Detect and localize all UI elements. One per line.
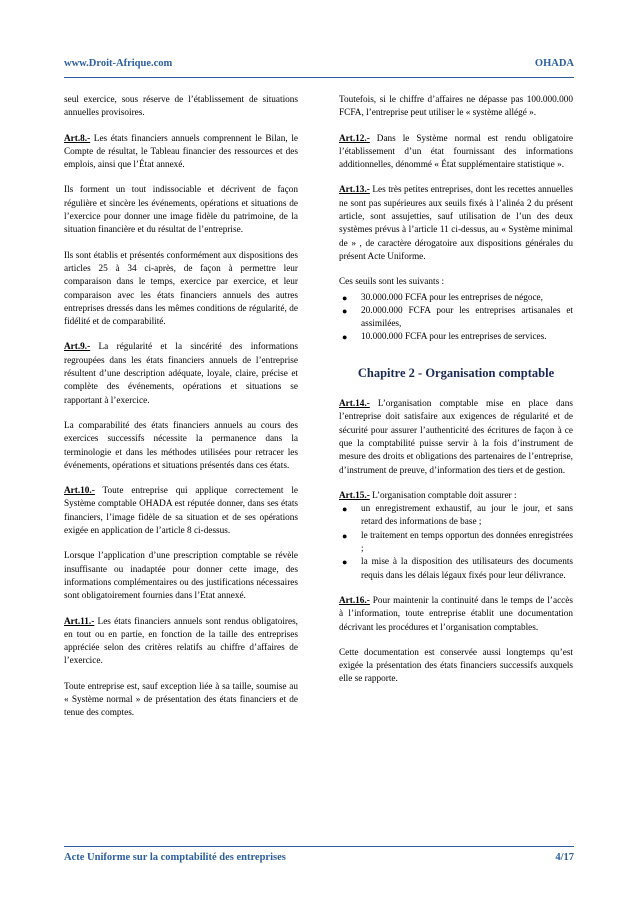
bullet-icon: ●: [342, 332, 348, 343]
article-text: L’organisation comptable doit assurer :: [369, 490, 517, 501]
article-9: [64, 341, 298, 407]
requirement-list: [339, 503, 573, 583]
article-text: Toute entreprise qui applique correctement le Système comptable OHADA est réputée donner, dans ses états financiers, l’image fidèle de sa situation et de ses opérations exigée en application de l’article 8 ci-dessus.: [64, 486, 298, 537]
article-label: Art.12.-: [339, 133, 370, 144]
article-label: Art.13.-: [339, 185, 370, 196]
paragraph: Cette documentation est conservée aussi longtemps qu’est exigée la présentation des états financiers successifs auxquels elle se rapporte.: [339, 647, 573, 685]
article-text: L’organisation comptable mise en place dans l’entreprise doit satisfaire aux exigences de régularité et de sécurité pour assurer l’authenticité des écritures de façon à ce que la comptabilité puisse servir à la fois d’instrument de mesure des droits et obligations des partenaires de l’entreprise, d’instrument de preuve, d’information des tiers et de gestion.: [339, 399, 573, 476]
list-item: [339, 556, 573, 583]
article-14: [339, 398, 573, 478]
paragraph: Lorsque l’application d’une prescription comptable se révèle insuffisante ou inadaptée pour donner cette image, des informations complémentaires ou des justifications nécessaires sont obligatoirement fournies dans l’Etat annexé.: [64, 551, 298, 602]
paragraph: Ils sont établis et présentés conformément aux dispositions des articles 25 à 34 ci-après, de façon à permettre leur comparaison dans le temps, exercice par exercice, et leur comparaison avec les états financiers annuels des autres entreprises dressés dans les mêmes conditions de régularité, de fidélité et de comparabilité.: [64, 250, 298, 328]
bullet-icon: ●: [342, 504, 348, 515]
list-item: [339, 305, 573, 332]
list-item: [339, 503, 573, 530]
article-label: Art.14.-: [339, 399, 370, 410]
article-text: Pour maintenir la continuité dans le temps de l’accès à l’information, toute entreprise établit une documentation décrivant les procédures et l’organisation comptables.: [339, 595, 573, 633]
list-item: [339, 530, 573, 557]
article-label: Art.11.-: [64, 616, 95, 627]
list-item-text: 20.000.000 FCFA pour les entreprises artisanales et assimilées,: [361, 305, 573, 330]
chapter-heading: Chapitre 2 - Organisation comptable: [357, 365, 555, 380]
right-column: [339, 94, 573, 699]
threshold-list: [339, 292, 573, 345]
article-text: Les très petites entreprises, dont les recettes annuelles ne sont pas supérieures aux seuils fixés à l’alinéa 2 du présent article, sont assujetties, sauf utilisation de l’un des deux systèmes prévus à l’article 11 ci-dessus, au « Système minimal de » , de caractère dérogatoire aux dispositions générales du présent Acte Uniforme.: [339, 185, 573, 262]
paragraph: Ces seuils sont les suivants :: [339, 277, 445, 288]
article-label: Art.16.-: [339, 595, 370, 606]
paragraph: seul exercice, sous réserve de l’établissement de situations annuelles provisoires.: [64, 95, 298, 119]
article-16: [339, 595, 573, 635]
article-text: Dans le Système normal est rendu obligatoire l’établissement d’un état fournissant des informations additionnelles, dénommé « État supplémentaire statistique ».: [339, 133, 573, 171]
paragraph: La comparabilité des états financiers annuels au cours des exercices successifs nécessite la permanence dans la terminologie et dans les méthodes utilisées pour retracer les événements, opérations et situations présentés dans ces états.: [64, 420, 298, 471]
list-item-text: la mise à la disposition des utilisateurs des documents requis dans les délais légaux fixés pour leur délivrance.: [361, 557, 573, 581]
paragraph: Toute entreprise est, sauf exception liée à sa taille, soumise au « Système normal » de présentation des états financiers et de tenue des comptes.: [64, 681, 298, 719]
bullet-icon: ●: [342, 292, 348, 303]
list-item: [339, 331, 573, 344]
list-item-text: un enregistrement exhaustif, au jour le jour, et sans retard des informations de base ;: [361, 504, 573, 528]
left-column: [64, 94, 298, 733]
article-text: Les états financiers annuels comprennent le Bilan, le Compte de résultat, le Tableau financier des ressources et des emplois, ainsi que l’État annexé.: [64, 133, 298, 171]
article-8: [64, 133, 298, 173]
article-text: La régularité et la sincérité des informations regroupées dans les états financiers annuels de l’entreprise résultent d’une description adéquate, loyale, claire, précise et complète des événements, opérations et situations se rapportant à l’exercice.: [64, 342, 298, 406]
bullet-icon: ●: [342, 530, 348, 541]
article-15: [339, 490, 573, 503]
article-label: Art.8.-: [64, 133, 91, 144]
document-title: Acte Uniforme sur la comptabilité des entreprises: [64, 852, 286, 863]
page-number: 4/17: [555, 852, 574, 863]
bullet-icon: ●: [342, 557, 348, 568]
list-item-text: 10.000.000 FCFA pour les entreprises de services.: [361, 332, 547, 343]
article-12: [339, 133, 573, 173]
article-label: Art.10.-: [64, 486, 95, 497]
list-item: [339, 292, 573, 305]
paragraph: Ils forment un tout indissociable et décrivent de façon régulière et sincère les événements, opérations et situations de l’exercice pour donner une image fidèle du patrimoine, de la situation financière et du résultat de l’entreprise.: [64, 185, 298, 236]
page-header: [64, 58, 574, 74]
article-label: Art.9.-: [64, 342, 91, 353]
footer-rule: [64, 846, 574, 847]
site-url[interactable]: www.Droit-Afrique.com: [64, 58, 173, 69]
article-label: Art.15.-: [339, 490, 370, 501]
page-footer: [64, 852, 574, 868]
list-item-text: le traitement en temps opportun des données enregistrées ;: [361, 530, 573, 555]
org-name: OHADA: [534, 58, 574, 69]
article-13: [339, 184, 573, 264]
paragraph: Toutefois, si le chiffre d’affaires ne dépasse pas 100.000.000 FCFA, l’entreprise peut utiliser le « système allégé ».: [339, 95, 573, 119]
article-11: [64, 616, 298, 669]
header-rule: [64, 77, 574, 78]
article-10: [64, 485, 298, 538]
article-text: Les états financiers annuels sont rendus obligatoires, en tout ou en partie, en fonction de la taille des entreprises appréciée selon des critères relatifs au chiffre d’affaires de l’exercice.: [64, 616, 298, 667]
bullet-icon: ●: [342, 305, 348, 316]
list-item-text: 30.000.000 FCFA pour les entreprises de négoce,: [361, 292, 543, 303]
